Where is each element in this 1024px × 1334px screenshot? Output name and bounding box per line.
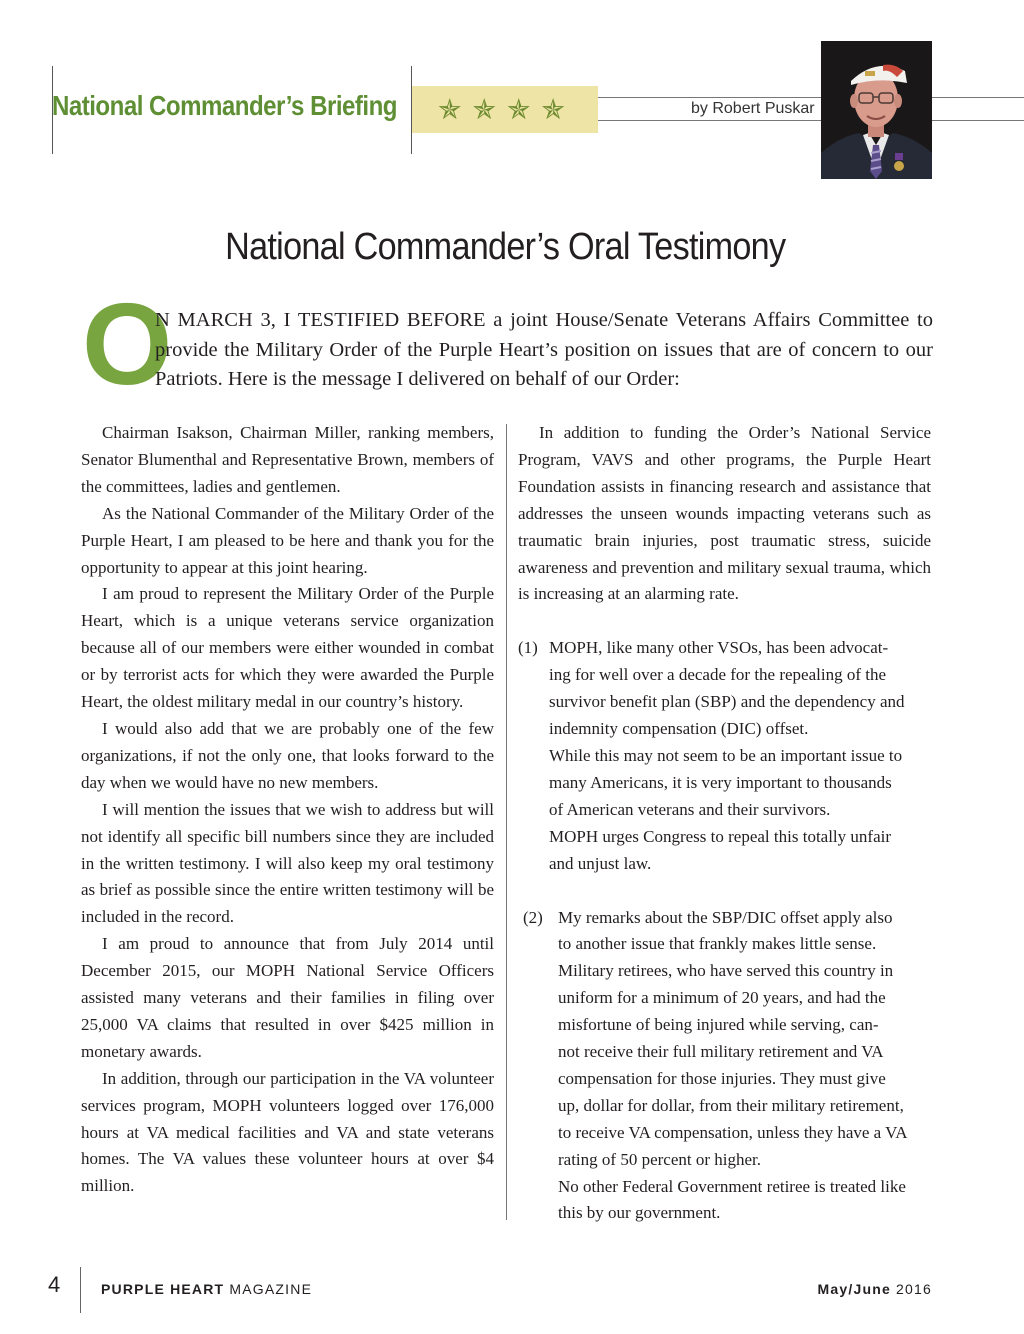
- paragraph: As the National Commander of the Military Order of the Purple Heart, I am pleased to be here and thank you for the opportunity to appear at this joint hearing.: [81, 503, 494, 577]
- header-rule-bottom: [598, 120, 821, 121]
- header-rule-top: [598, 97, 821, 98]
- item-line: to another issue that frankly makes little sense.: [558, 934, 877, 954]
- paragraph: I am proud to represent the Military Order of the Purple Heart, which is a unique veterans service organization because all of our members were either wounded in combat or by terrorist acts for which they were awarded the Purple Heart, the oldest military medal in our country’s history.: [81, 584, 494, 712]
- item-line: up, dollar for dollar, from their military retirement,: [558, 1095, 904, 1115]
- star-banner: [412, 86, 598, 133]
- item-line: Military retirees, who have served this country in: [558, 961, 894, 981]
- paragraph: In addition to funding the Order’s National Service Program, VAVS and other programs, the Purple Heart Foundation assists in financing research and assistance that addresses the unseen wounds impacting veterans such as traumatic brain injuries, post traumatic stress, suicide awareness and prevention and military sexual trauma, which is increasing at an alarming rate.: [518, 423, 931, 604]
- item-number: (2): [523, 907, 543, 927]
- paragraph: I will mention the issues that we wish to address but will not identify all specific bill numbers since they are included in the written testimony. I will also keep my oral testimony as brief as possible since the entire written testimony will be included in the record.: [81, 799, 494, 927]
- paragraph: I would also add that we are probably one of the few organizations, if not the only one, that looks forward to the day when we would have no new members.: [81, 718, 494, 792]
- issue-date-bold: May/June: [817, 1281, 891, 1297]
- paragraph: I am proud to announce that from July 2014 until December 2015, our MOPH National Service Officers assisted many veterans and their families in filing over 25,000 VA claims that resulted in over $425 million in monetary awards.: [81, 934, 494, 1061]
- item-line: this by our government.: [558, 1203, 721, 1223]
- magazine-name: [101, 1281, 312, 1297]
- section-title: National Commander’s Briefing: [52, 90, 397, 121]
- item-line: MOPH, like many other VSOs, has been advocat-: [549, 638, 889, 658]
- item-line: While this may not seem to be an important issue to: [549, 745, 903, 765]
- item-line: many Americans, it is very important to thousands: [549, 772, 892, 792]
- item-line: My remarks about the SBP/DIC offset apply also: [558, 907, 893, 927]
- item-line: indemnity compensation (DIC) offset.: [549, 719, 809, 739]
- star-icon: ✯: [438, 92, 462, 126]
- issue-date: [818, 1281, 932, 1297]
- star-icon: ✯: [506, 92, 531, 126]
- magazine-name-rest: MAGAZINE: [224, 1281, 313, 1297]
- item-line: No other Federal Government retiree is treated like: [558, 1176, 906, 1196]
- item-line: ing for well over a decade for the repealing of the: [549, 665, 887, 685]
- magazine-name-bold: PURPLE HEART: [101, 1281, 225, 1297]
- article-intro: N MARCH 3, I TESTIFIED BEFORE a joint House/Senate Veterans Affairs Committee to provide the Military Order of the Purple Heart’s position on issues that are of concern to our Patriots. Here is the message I delivered on behalf of our Order:: [155, 309, 933, 390]
- item-line: compensation for those injuries. They must give: [558, 1068, 886, 1088]
- item-line: uniform for a minimum of 20 years, and had the: [558, 988, 886, 1008]
- item-line: of American veterans and their survivors.: [549, 799, 831, 819]
- paragraph: Chairman Isakson, Chairman Miller, ranking members, Senator Blumenthal and Representative Brown, members of the committees, ladies and gentlemen.: [81, 423, 494, 496]
- item-line: to receive VA compensation, unless they have a VA: [558, 1122, 908, 1142]
- item-line: survivor benefit plan (SBP) and the dependency and: [549, 692, 905, 712]
- left-column: [81, 420, 494, 1200]
- star-icon: ✯: [541, 92, 565, 126]
- paragraph: In addition, through our participation in the VA volunteer services program, MOPH volunteers logged over 176,000 hours at VA medical facilities and VA and state veterans homes. The VA values these volunteer hours at over $4 million.: [81, 1068, 494, 1196]
- item-number: (1): [518, 638, 538, 658]
- header-rule-top-right: [932, 97, 1024, 98]
- footer-divider: [80, 1267, 81, 1313]
- issue-date-year: 2016: [890, 1281, 932, 1297]
- article-title: National Commander’s Oral Testimony: [224, 226, 786, 268]
- right-column: [518, 420, 931, 1227]
- author-portrait: [821, 41, 932, 179]
- numbered-item: [518, 635, 931, 877]
- item-line: not receive their full military retirement and VA: [558, 1042, 884, 1062]
- item-line: and unjust law.: [549, 853, 652, 873]
- item-line: MOPH urges Congress to repeal this totally unfair: [549, 826, 892, 846]
- header-rule-bottom-right: [932, 120, 1024, 121]
- page-number: 4: [48, 1272, 61, 1297]
- drop-cap: O: [82, 279, 173, 409]
- item-line: misfortune of being injured while serving, can-: [558, 1015, 879, 1035]
- star-icon: ✯: [472, 92, 496, 126]
- numbered-item: [518, 905, 931, 1228]
- item-line: rating of 50 percent or higher.: [558, 1149, 761, 1169]
- byline: by Robert Puskar: [691, 100, 815, 117]
- column-divider: [506, 424, 507, 1220]
